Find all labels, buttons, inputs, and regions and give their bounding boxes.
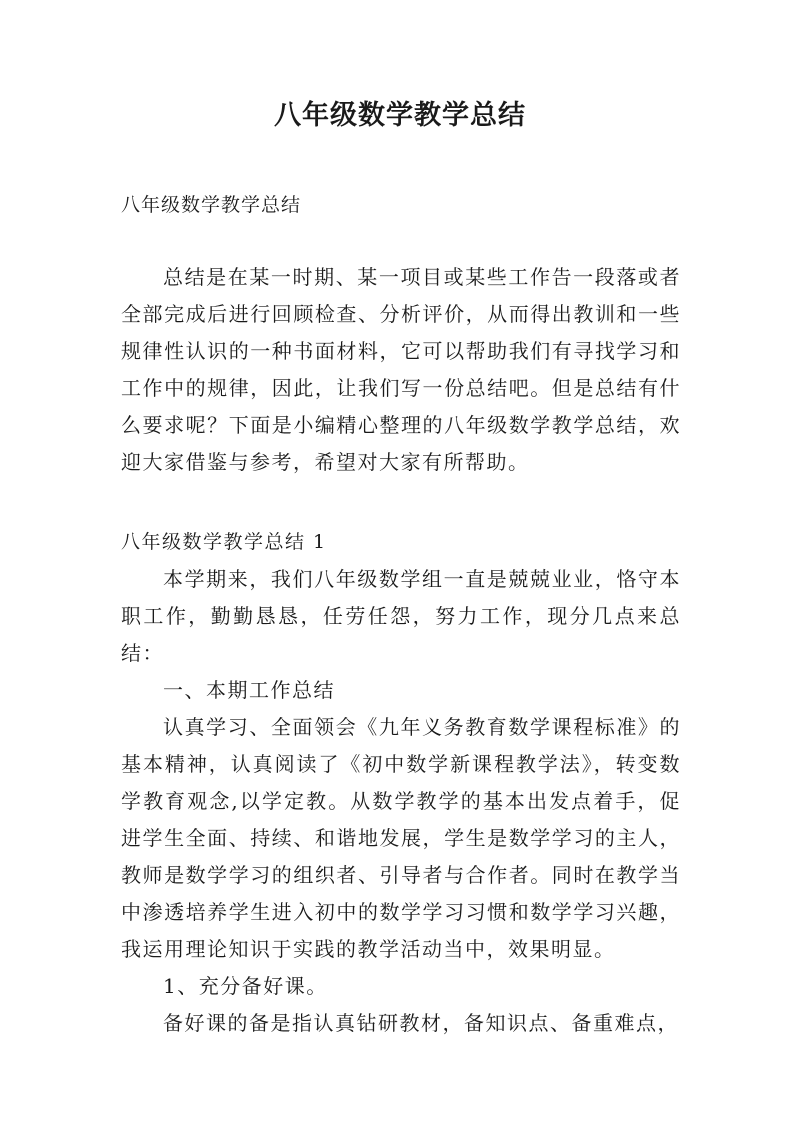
- section-1-heading: 八年级数学教学总结 1: [121, 531, 327, 553]
- section-1-paragraph-3: 备好课的备是指认真钻研教材，备知识点、备重难点，: [163, 1011, 679, 1035]
- section-1: [121, 524, 681, 1042]
- intro-block: [121, 259, 681, 481]
- document-title: 八年级数学教学总结: [274, 100, 526, 131]
- section-1-part-heading: 一、本期工作总结: [163, 678, 335, 702]
- document-subtitle: 八年级数学教学总结: [121, 194, 302, 216]
- intro-paragraph: 总结是在某一时期、某一项目或某些工作告一段落或者全部完成后进行回顾检查、分析评价，从而得出教训和一些规律性认识的一种书面材料，它可以帮助我们有寻找学习和工作中的规律，因此，让我们写一份总结吧。但是总结有什么要求呢？下面是小编精心整理的八年级数学教学总结，欢迎大家借鉴与参考，希望对大家有所帮助。: [121, 265, 681, 474]
- section-1-paragraph-2: 认真学习、全面领会《九年义务教育数学课程标准》的基本精神，认真阅读了《初中数学新课程教学法》，转变数学教育观念,以学定教。从数学教学的基本出发点着手，促进学生全面、持续、和谐地发展，学生是数学学习的主人，教师是数学学习的组织者、引导者与合作者。同时在教学当中渗透培养学生进入初中的数学学习习惯和数学学习兴趣，我运用理论知识于实践的教学活动当中，效果明显。: [121, 715, 681, 961]
- section-1-item-1: 1、充分备好课。: [163, 974, 328, 998]
- section-1-paragraph-1: 本学期来，我们八年级数学组一直是兢兢业业，恪守本职工作，勤勤恳恳，任劳任怨，努力工作，现分几点来总结：: [121, 567, 681, 665]
